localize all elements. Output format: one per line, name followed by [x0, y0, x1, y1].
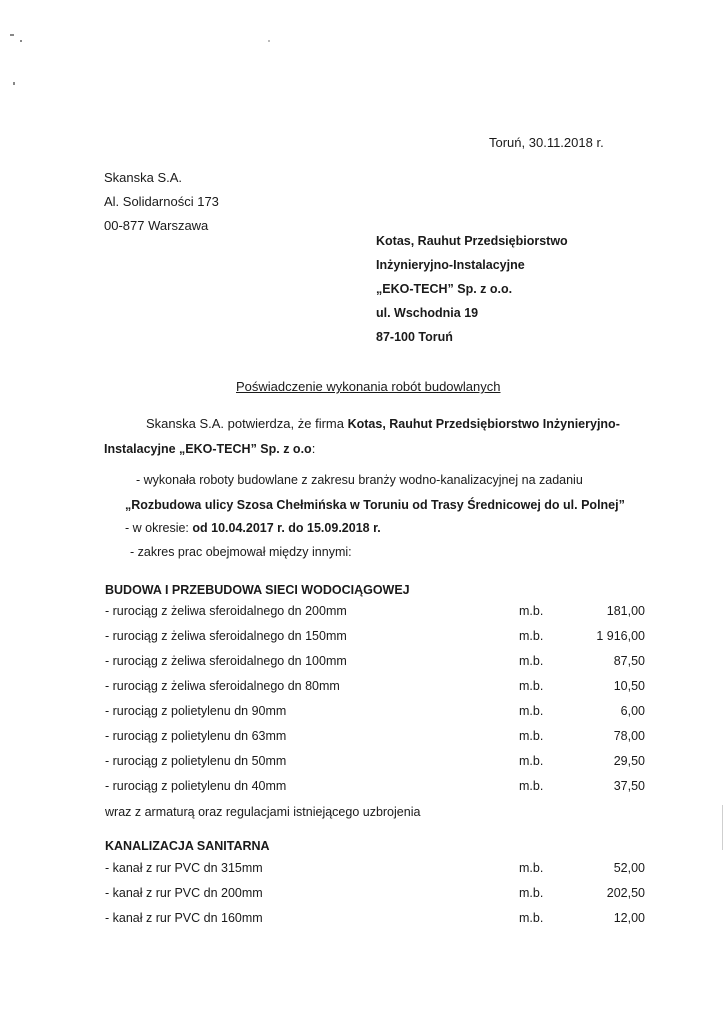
period-label: - w okresie:	[125, 521, 193, 535]
task-name: „Rozbudowa ulicy Szosa Chełmińska w Toruniu od Trasy Średnicowej do ul. Polnej”	[125, 498, 625, 512]
bullet-period	[125, 521, 381, 535]
row-unit: m.b.	[519, 704, 544, 718]
row-desc: - rurociąg z polietylenu dn 90mm	[105, 704, 287, 718]
section-sewer-heading: KANALIZACJA SANITARNA	[105, 839, 270, 853]
table-row	[105, 754, 645, 774]
bullet-scope: - wykonała roboty budowlane z zakresu branży wodno-kanalizacyjnej na zadaniu	[136, 473, 583, 487]
sender-line: „EKO-TECH” Sp. z o.o.	[376, 282, 513, 296]
place-date: Toruń, 30.11.2018 r.	[489, 135, 604, 150]
scan-speck	[10, 34, 14, 36]
company-name-cont: Instalacyjne „EKO-TECH” Sp. z o.o	[104, 442, 312, 456]
row-value: 37,50	[613, 779, 645, 793]
row-desc: - kanał z rur PVC dn 200mm	[105, 886, 263, 900]
row-value: 181,00	[606, 604, 645, 618]
sender-line: ul. Wschodnia 19	[376, 306, 479, 320]
row-value: 52,00	[613, 861, 645, 875]
intro-colon: :	[311, 441, 316, 456]
row-value: 12,00	[613, 911, 645, 925]
recipient-line: Skanska S.A.	[104, 170, 183, 185]
sender-line: Inżynieryjno-Instalacyjne	[376, 258, 525, 272]
bullet-range: - zakres prac obejmował między innymi:	[130, 545, 352, 559]
row-value: 78,00	[613, 729, 645, 743]
sender-address	[376, 229, 568, 349]
table-row	[105, 654, 645, 674]
intro-text: Skanska S.A. potwierdza, że firma	[146, 416, 348, 431]
table-row	[105, 604, 645, 624]
row-value: 6,00	[620, 704, 645, 718]
row-unit: m.b.	[519, 779, 544, 793]
recipient-line: 00-877 Warszawa	[104, 218, 209, 233]
row-desc: - rurociąg z polietylenu dn 40mm	[105, 779, 287, 793]
row-unit: m.b.	[519, 654, 544, 668]
row-desc: - rurociąg z żeliwa sferoidalnego dn 200mm	[105, 604, 347, 618]
row-value: 1 916,00	[596, 629, 645, 643]
row-value: 10,50	[613, 679, 645, 693]
row-unit: m.b.	[519, 729, 544, 743]
intro-line-1	[146, 416, 620, 431]
recipient-address	[104, 166, 219, 238]
row-unit: m.b.	[519, 679, 544, 693]
scan-speck	[268, 40, 270, 42]
row-desc: - rurociąg z polietylenu dn 63mm	[105, 729, 287, 743]
row-unit: m.b.	[519, 911, 544, 925]
sender-line: Kotas, Rauhut Przedsiębiorstwo	[376, 234, 568, 248]
table-row	[105, 729, 645, 749]
row-desc: - kanał z rur PVC dn 315mm	[105, 861, 263, 875]
table-row	[105, 779, 645, 799]
sender-line: 87-100 Toruń	[376, 330, 453, 344]
table-row	[105, 679, 645, 699]
row-value: 29,50	[613, 754, 645, 768]
row-desc: - rurociąg z żeliwa sferoidalnego dn 150mm	[105, 629, 347, 643]
company-name: Kotas, Rauhut Przedsiębiorstwo Inżynieryjno-	[347, 417, 620, 431]
table-row	[105, 861, 645, 881]
section-water-heading: BUDOWA I PRZEBUDOWA SIECI WODOCIĄGOWEJ	[105, 583, 410, 597]
table-row	[105, 704, 645, 724]
row-value: 202,50	[606, 886, 645, 900]
table-row	[105, 911, 645, 931]
scan-speck	[13, 82, 15, 85]
row-desc: - rurociąg z żeliwa sferoidalnego dn 100mm	[105, 654, 347, 668]
row-unit: m.b.	[519, 604, 544, 618]
table-row	[105, 629, 645, 649]
row-unit: m.b.	[519, 861, 544, 875]
row-value: 87,50	[613, 654, 645, 668]
row-desc: - kanał z rur PVC dn 160mm	[105, 911, 263, 925]
intro-line-2	[104, 441, 315, 456]
period-dates: od 10.04.2017 r. do 15.09.2018 r.	[192, 521, 381, 535]
row-desc: - rurociąg z polietylenu dn 50mm	[105, 754, 287, 768]
row-unit: m.b.	[519, 886, 544, 900]
scan-edge-mark	[722, 805, 723, 850]
document-title: Poświadczenie wykonania robót budowlanych	[236, 379, 501, 394]
row-desc: - rurociąg z żeliwa sferoidalnego dn 80mm	[105, 679, 340, 693]
scan-speck	[20, 40, 22, 42]
table-row	[105, 886, 645, 906]
row-unit: m.b.	[519, 629, 544, 643]
section-water-note: wraz z armaturą oraz regulacjami istniejącego uzbrojenia	[105, 805, 421, 819]
row-unit: m.b.	[519, 754, 544, 768]
recipient-line: Al. Solidarności 173	[104, 194, 219, 209]
